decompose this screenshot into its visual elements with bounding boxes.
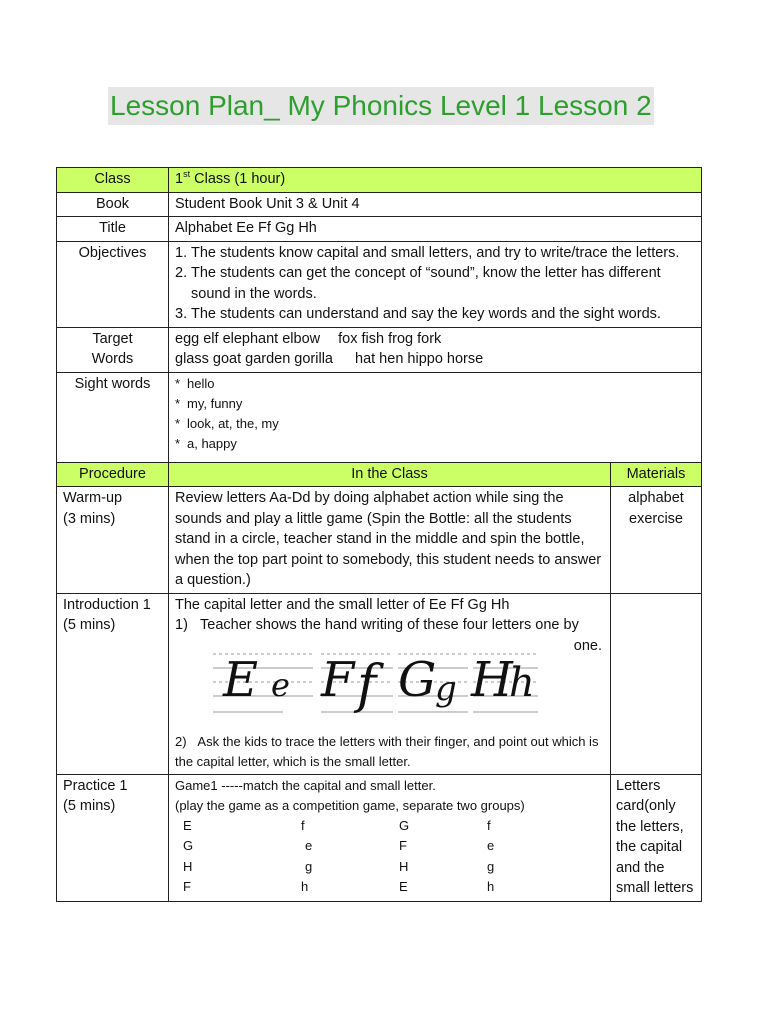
- handwriting-letter: H: [471, 651, 513, 708]
- warmup-row: [57, 487, 702, 594]
- match-letter: f: [301, 817, 305, 833]
- page-title: Lesson Plan_ My Phonics Level 1 Lesson 2: [108, 87, 654, 125]
- target-words-f: fox fish frog fork: [338, 330, 442, 347]
- sight-words-label: Sight words: [57, 372, 169, 462]
- objective-item: 2. The students can get the concept of “sound”, know the letter has different sound in the words.: [175, 265, 661, 302]
- handwriting-letter: E: [223, 651, 259, 708]
- sight-word-item: * a, happy: [175, 435, 237, 451]
- letter-match-grid: [175, 816, 604, 898]
- practice-label: Practice 1 (5 mins): [57, 774, 169, 901]
- match-letter: h: [487, 879, 495, 894]
- match-letter: E: [399, 879, 408, 894]
- procedure-header: Procedure: [57, 462, 169, 487]
- practice-content: [169, 774, 611, 901]
- sight-words-row: [57, 372, 702, 462]
- objectives-row: [57, 241, 702, 327]
- book-label: Book: [57, 192, 169, 217]
- handwriting-letter: e: [271, 665, 290, 704]
- sight-words-list: [169, 372, 702, 462]
- lesson-plan-table: [56, 167, 702, 902]
- match-letter: E: [183, 817, 192, 833]
- intro-step1-end: one.: [573, 637, 602, 654]
- handwriting-sample: [175, 637, 610, 720]
- match-letter: H: [183, 858, 193, 874]
- practice-row: [57, 774, 702, 901]
- intro-step2: 2) Ask the kids to trace the letters with their finger, and point out which is the capital letter, which is the small letter.: [175, 733, 599, 769]
- introduction-row: [57, 593, 702, 774]
- intro-step1: 1) Teacher shows the hand writing of these four letters one by: [175, 617, 579, 633]
- class-label: Class: [57, 168, 169, 193]
- target-words-g: glass goat garden gorilla: [175, 351, 333, 367]
- warmup-label: Warm-up (3 mins): [57, 487, 169, 594]
- title-label: Title: [57, 217, 169, 242]
- match-letter: G: [399, 817, 410, 833]
- objectives-label: Objectives: [57, 241, 169, 327]
- intro-line1: The capital letter and the small letter of Ee Ff Gg Hh: [175, 596, 510, 613]
- match-letter: F: [183, 879, 191, 894]
- title-row: [57, 217, 702, 242]
- handwriting-letter: h: [509, 659, 535, 706]
- sight-word-item: * hello: [175, 375, 215, 391]
- target-words-list: [169, 327, 702, 372]
- handwriting-letter: G: [398, 651, 437, 708]
- materials-header: Materials: [611, 462, 702, 487]
- objective-item: 3. The students can understand and say the key words and the sight words.: [175, 306, 661, 322]
- match-letter: F: [399, 838, 407, 853]
- objective-item: 1. The students know capital and small letters, and try to write/trace the letters.: [175, 244, 680, 261]
- target-words-e: egg elf elephant elbow: [175, 330, 321, 347]
- handwriting-letter: f: [357, 654, 377, 715]
- sight-word-item: * look, at, the, my: [175, 415, 279, 431]
- class-row: [57, 168, 702, 193]
- match-letter: H: [399, 858, 409, 874]
- match-letter: f: [487, 817, 491, 833]
- practice-note: (play the game as a competition game, separate two groups): [175, 797, 525, 813]
- handwriting-letter: F: [321, 651, 355, 708]
- warmup-materials: alphabet exercise: [611, 487, 702, 594]
- practice-materials: Letters card(only the letters, the capital and the small letters: [611, 774, 702, 901]
- introduction-materials: [611, 593, 702, 774]
- match-letter: g: [305, 858, 313, 874]
- match-letter: g: [487, 858, 495, 874]
- introduction-label: Introduction 1 (5 mins): [57, 593, 169, 774]
- handwriting-letter: g: [435, 668, 457, 709]
- class-value: 1st Class (1 hour): [169, 168, 702, 193]
- book-row: [57, 192, 702, 217]
- practice-game: Game1 -----match the capital and small letter.: [175, 777, 436, 793]
- in-class-header: In the Class: [169, 462, 611, 487]
- target-words-label: Target Words: [57, 327, 169, 372]
- match-letter: h: [301, 879, 309, 894]
- procedure-header-row: [57, 462, 702, 487]
- book-value: Student Book Unit 3 & Unit 4: [169, 192, 702, 217]
- warmup-text: Review letters Aa-Dd by doing alphabet action while sing the sounds and play a little game (Spin the Bottle: all the students stand in a circle, teacher stand in the middle and spin the bottle, when the top part point to somebody, this student needs to answer a question.): [169, 487, 611, 594]
- introduction-content: [169, 593, 611, 774]
- target-words-h: hat hen hippo horse: [355, 351, 484, 367]
- objectives-list: [169, 241, 702, 327]
- handwriting-image: [213, 640, 538, 720]
- sight-word-item: * my, funny: [175, 395, 243, 411]
- target-words-row: [57, 327, 702, 372]
- title-value: Alphabet Ee Ff Gg Hh: [169, 217, 702, 242]
- match-letter: G: [183, 838, 194, 853]
- match-letter: e: [487, 838, 495, 853]
- match-letter: e: [305, 838, 313, 853]
